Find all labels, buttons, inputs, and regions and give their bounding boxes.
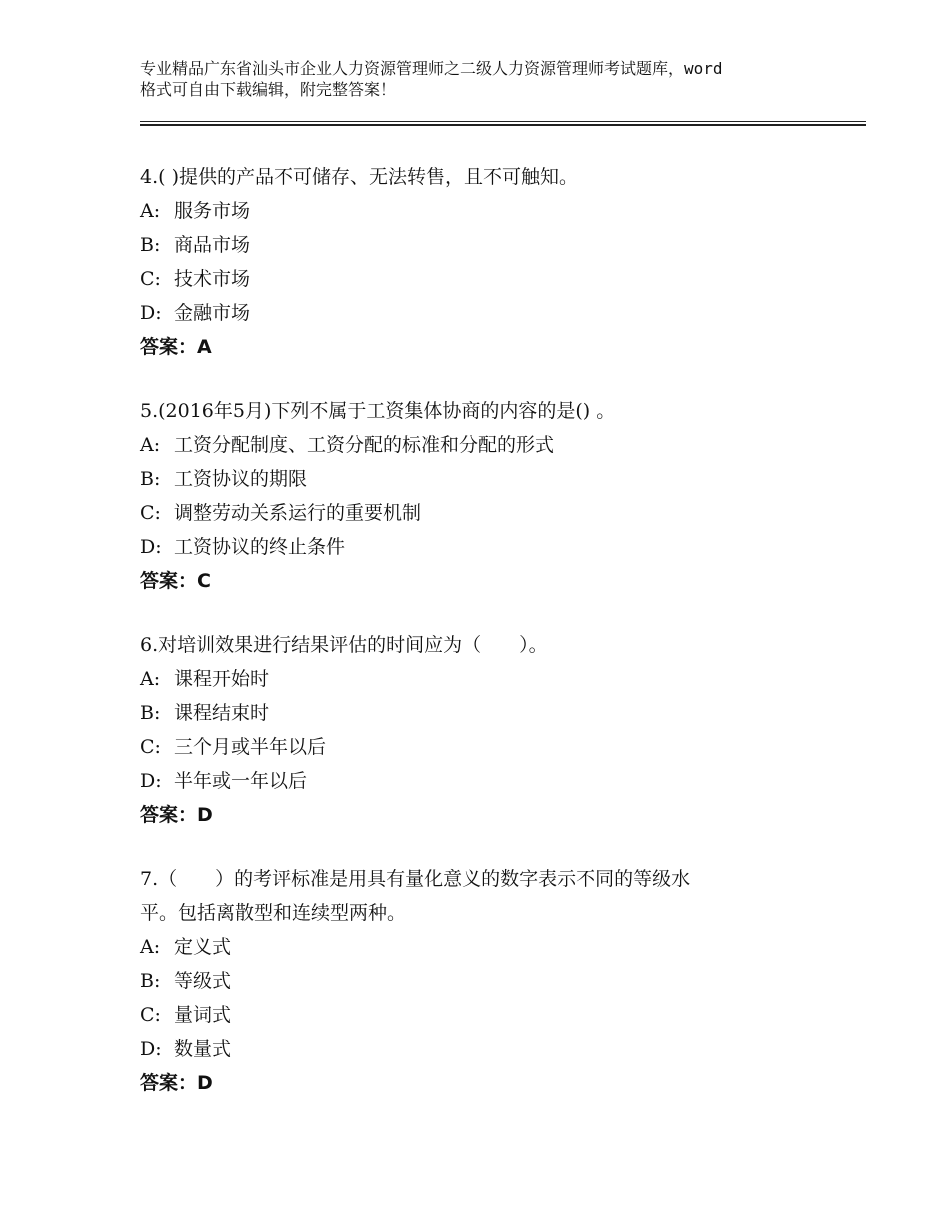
option-letter: C: — [140, 502, 161, 524]
answer-label: 答案： — [140, 1072, 198, 1094]
option-text: 定义式 — [174, 936, 232, 958]
option-text: 工资协议的期限 — [174, 468, 308, 490]
option-c — [140, 496, 840, 530]
option-text: 金融市场 — [174, 302, 251, 324]
answer-label: 答案： — [140, 570, 198, 592]
answer-value: A — [197, 336, 212, 358]
answer-value: D — [197, 1072, 213, 1094]
option-text: 课程开始时 — [174, 668, 270, 690]
option-text: 半年或一年以后 — [174, 770, 308, 792]
option-letter: A: — [140, 936, 161, 958]
option-a — [140, 194, 840, 228]
question-stem-line-1: 7.（ ）的考评标准是用具有量化意义的数字表示不同的等级水 — [140, 868, 691, 890]
option-letter: A: — [140, 668, 161, 690]
option-letter: B: — [140, 234, 161, 256]
question-stem: 4.( )提供的产品不可储存、无法转售，且不可触知。 — [140, 166, 578, 188]
option-letter: B: — [140, 468, 161, 490]
option-text: 商品市场 — [174, 234, 251, 256]
header-line-2: 格式可自由下载编辑，附完整答案！ — [140, 80, 397, 99]
answer-line — [140, 330, 840, 364]
option-a — [140, 662, 840, 696]
question-5 — [140, 394, 840, 598]
option-text: 工资协议的终止条件 — [174, 536, 346, 558]
option-d — [140, 764, 840, 798]
option-letter: D: — [140, 770, 162, 792]
question-7 — [140, 862, 840, 1100]
option-letter: B: — [140, 970, 161, 992]
question-stem: 6.对培训效果进行结果评估的时间应为（ ）。 — [140, 634, 548, 656]
option-d — [140, 1032, 840, 1066]
option-letter: A: — [140, 200, 161, 222]
header-divider-thin — [140, 121, 866, 122]
option-d — [140, 530, 840, 564]
option-b — [140, 696, 840, 730]
option-d — [140, 296, 840, 330]
option-text: 技术市场 — [174, 268, 251, 290]
question-4 — [140, 160, 840, 364]
answer-line — [140, 1066, 840, 1100]
answer-line — [140, 798, 840, 832]
option-letter: C: — [140, 1004, 161, 1026]
option-c — [140, 730, 840, 764]
option-b — [140, 228, 840, 262]
header-divider-thick — [140, 124, 866, 126]
question-6 — [140, 628, 840, 832]
answer-value: C — [197, 570, 211, 592]
option-a — [140, 428, 840, 462]
option-text: 工资分配制度、工资分配的标准和分配的形式 — [174, 434, 555, 456]
option-text: 课程结束时 — [174, 702, 270, 724]
option-text: 等级式 — [174, 970, 232, 992]
header-line-1: 专业精品广东省汕头市企业人力资源管理师之二级人力资源管理师考试题库，word — [140, 59, 723, 78]
document-header — [140, 58, 840, 100]
option-letter: C: — [140, 736, 161, 758]
option-text: 服务市场 — [174, 200, 251, 222]
option-letter: B: — [140, 702, 161, 724]
answer-label: 答案： — [140, 804, 198, 826]
option-text: 三个月或半年以后 — [174, 736, 327, 758]
question-stem: 5.(2016年5月)下列不属于工资集体协商的内容的是() 。 — [140, 400, 616, 422]
option-letter: D: — [140, 536, 162, 558]
question-stem-line-2: 平。包括离散型和连续型两种。 — [140, 902, 407, 924]
option-c — [140, 998, 840, 1032]
option-a — [140, 930, 840, 964]
option-letter: D: — [140, 302, 162, 324]
question-list — [140, 160, 840, 1130]
answer-label: 答案： — [140, 336, 198, 358]
option-text: 数量式 — [174, 1038, 232, 1060]
option-b — [140, 462, 840, 496]
option-text: 调整劳动关系运行的重要机制 — [174, 502, 422, 524]
option-letter: D: — [140, 1038, 162, 1060]
option-c — [140, 262, 840, 296]
answer-value: D — [197, 804, 213, 826]
option-text: 量词式 — [174, 1004, 232, 1026]
option-letter: C: — [140, 268, 161, 290]
option-letter: A: — [140, 434, 161, 456]
answer-line — [140, 564, 840, 598]
option-b — [140, 964, 840, 998]
